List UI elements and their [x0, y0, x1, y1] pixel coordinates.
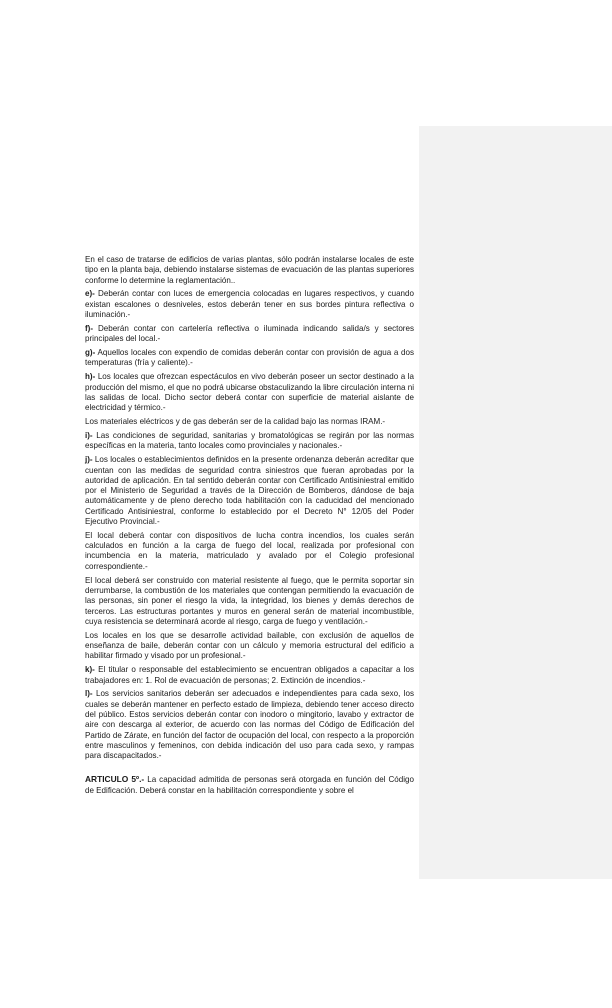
- paragraph: [85, 576, 414, 627]
- paragraph-text: Los locales que ofrezcan espectáculos en vivo deberán poseer un sector destinado a la producción del mismo, el que no podrá ubicarse obstaculizando la libre circulación interna ni las salidas de local. Dicho sector deberá contar con superficie de material aislante de electricidad y térmico.-: [85, 372, 414, 413]
- paragraph: [85, 417, 414, 427]
- item-label: l)-: [85, 689, 93, 699]
- paragraph-item-h: [85, 372, 414, 413]
- paragraph-item-l: [85, 689, 414, 761]
- article-text: La capacidad admitida de personas será otorgada en función del Código de Edificación. Deberá constar en la habilitación correspondiente y sobre el: [85, 775, 414, 795]
- paragraph-text: Los locales en los que se desarrolle actividad bailable, con exclusión de aquellos de enseñanza de baile, deberán contar con un cálculo y memoria estructural del edificio a habilitar firmado y visado por un profesional.-: [85, 630, 414, 661]
- paragraph-text: Deberán contar con cartelería reflectiva o iluminada indicando salida/s y sectores principales del local.-: [85, 323, 414, 344]
- paragraph-text: Los servicios sanitarios deberán ser adecuados e independientes para cada sexo, los cuales se deberán mantener en perfecto estado de limpieza, debiendo tener acceso directo del público. Estos servicios deberán contar con inodoro o mingitorio, lavabo y extractor de aire con descarga al exterior, de acuerdo con las normas del Código de Edificación del Partido de Zárate, en función del factor de ocupación del local, con respecto a la proporción entre masculinos y femeninos, con debida indicación del uso para cada sexo, y rampas para discapacitados.-: [85, 689, 414, 761]
- paragraph-text: Los locales o establecimientos definidos en la presente ordenanza deberán acreditar que cuentan con las medidas de seguridad contra siniestros que fueran aprobadas por la autoridad de aplicación. En tal sentido deberán contar con Certificado Antisiniestral emitido por el Ministerio de Seguridad a través de la Dirección de Bomberos, dándose de baja automáticamente y de pleno derecho toda habilitación con la caducidad del mencionado Certificado Antisiniestral, conforme lo establecido por el Decreto N° 12/05 del Poder Ejecutivo Provincial.-: [85, 455, 414, 526]
- paragraph-item-g: [85, 348, 414, 369]
- paragraph-item-j: [85, 455, 414, 527]
- item-label: e)-: [85, 289, 95, 299]
- article-5: [85, 774, 414, 796]
- item-label: i)-: [85, 431, 93, 441]
- paragraph: [85, 631, 414, 662]
- item-label: f)-: [85, 323, 94, 333]
- paragraph: [85, 531, 414, 572]
- paragraph-item-i: [85, 431, 414, 452]
- paragraph-item-f: [85, 324, 414, 345]
- paragraph-text: El titular o responsable del establecimiento se encuentran obligados a capacitar a los trabajadores en: 1. Rol de evacuación de personas; 2. Extinción de incendios.-: [85, 665, 414, 685]
- item-label: k)-: [85, 665, 95, 675]
- article-label: ARTICULO 5º.-: [85, 774, 145, 785]
- paragraph-text: El local deberá ser construido con material resistente al fuego, que le permita soportar sin derrumbarse, la combustión de los materiales que contengan permitiendo la evacuación de las personas, sin poner el riesgo la vida, la integridad, los bienes y demás derechos de terceros. Las estructuras portantes y muros en general serán de material incombustible, cuya resistencia se determinará acorde al riesgo, carga de fuego y ventilación.-: [85, 575, 414, 626]
- item-label: j)-: [85, 455, 93, 465]
- document-body: [85, 255, 414, 800]
- paragraph-text: El local deberá contar con dispositivos de lucha contra incendios, los cuales serán calculados en función a la carga de fuego del local, realizada por profesional con incumbencia en la materia, matriculado y avalado por el Colegio profesional correspondiente.-: [85, 530, 414, 571]
- paragraph-text: En el caso de tratarse de edificios de varias plantas, sólo podrán instalarse locales de este tipo en la planta baja, debiendo instalarse sistemas de evacuación de las plantas superiores conforme lo determine la reglamentación..: [85, 255, 414, 285]
- paragraph-text: Las condiciones de seguridad, sanitarias y bromatológicas se regirán por las normas específicas en la materia, tanto locales como provinciales y nacionales.-: [85, 431, 414, 451]
- item-label: g)-: [85, 348, 96, 358]
- paragraph-text: Aquellos locales con expendio de comidas deberán contar con provisión de agua a dos temperaturas (fría y caliente).-: [85, 348, 414, 368]
- paragraph-item-k: [85, 665, 414, 686]
- paragraph: [85, 255, 414, 286]
- paragraph-text: Los materiales eléctricos y de gas deberán ser de la calidad bajo las normas IRAM.-: [85, 417, 386, 427]
- comment-pane: [419, 126, 612, 879]
- item-label: h)-: [85, 372, 96, 382]
- paragraph-text: Deberán contar con luces de emergencia colocadas en lugares respectivos, y cuando existan escalones o desniveles, estos deberán tener en sus bordes pintura reflectiva o iluminación.-: [85, 289, 414, 320]
- paragraph-item-e: [85, 289, 414, 320]
